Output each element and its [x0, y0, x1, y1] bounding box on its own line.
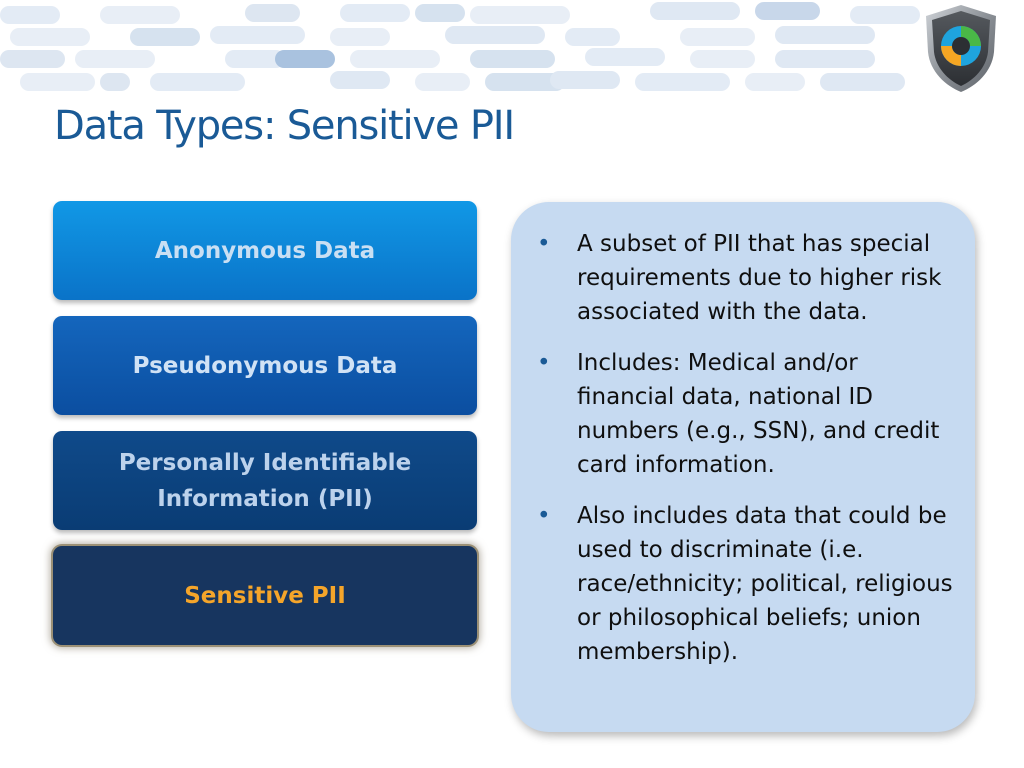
- data-type-anonymous: [53, 201, 477, 300]
- page-title: Data Types: Sensitive PII: [54, 103, 514, 149]
- shield-logo-icon: [922, 2, 1000, 94]
- bullet-icon: •: [537, 350, 551, 376]
- bullet-icon: •: [537, 503, 551, 529]
- data-type-label: Personally Identifiable Information (PII): [118, 449, 412, 512]
- decorative-header-pattern: [0, 0, 1024, 100]
- data-type-label: Pseudonymous Data: [132, 352, 398, 379]
- bullet-item: [535, 499, 955, 669]
- data-type-pseudonymous: [53, 316, 477, 415]
- bullet-item: [535, 346, 955, 482]
- description-bullet-list: [535, 227, 955, 686]
- data-type-label: Anonymous Data: [154, 237, 376, 264]
- bullet-text: Includes: Medical and/or financial data, national ID numbers (e.g., SSN), and credit card information.: [577, 350, 940, 478]
- data-type-sensitive-pii: [53, 546, 477, 645]
- data-type-label-highlighted: Sensitive PII: [184, 582, 346, 609]
- data-type-pii: [53, 431, 477, 530]
- bullet-text: Also includes data that could be used to discriminate (i.e. race/ethnicity; political, religious or philosophical beliefs; union membership).: [577, 503, 953, 665]
- bullet-text: A subset of PII that has special requirements due to higher risk associated with the data.: [577, 231, 942, 325]
- bullet-item: [535, 227, 955, 329]
- bullet-icon: •: [537, 231, 551, 257]
